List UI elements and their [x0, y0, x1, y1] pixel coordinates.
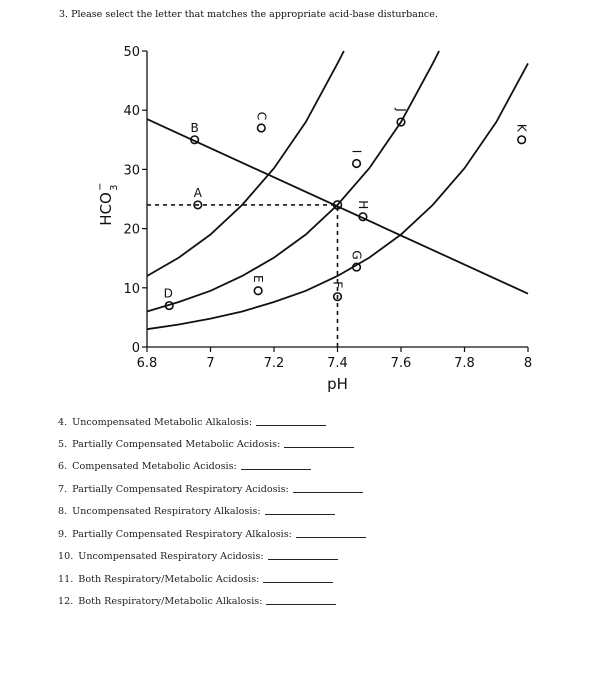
point-label: K: [514, 123, 529, 132]
question-text: Partially Compensated Metabolic Acidosis:: [72, 439, 281, 450]
point-label-group: [254, 112, 268, 120]
y-tick-label: 20: [123, 222, 140, 238]
question-number: 7.: [58, 484, 68, 495]
point-label-group: [394, 107, 408, 112]
question-number: 5.: [58, 439, 68, 450]
point-label-group: [350, 250, 364, 259]
point-label: A: [193, 185, 202, 200]
question-text: Both Respiratory/Metabolic Acidosis:: [78, 574, 260, 585]
data-point-i: [353, 160, 361, 168]
point-label-group: [515, 124, 529, 133]
point-label-group: [331, 281, 345, 288]
data-point-e: [254, 287, 262, 295]
question-item: [58, 529, 366, 540]
point-label: D: [163, 286, 173, 301]
question-item: [58, 596, 336, 607]
answer-blank[interactable]: [296, 536, 366, 538]
question-item: [58, 461, 311, 472]
question-number: 8.: [58, 506, 68, 517]
y-tick-label: 10: [123, 281, 140, 297]
point-label-group: [356, 200, 370, 209]
y-axis-label-superscript: −: [95, 182, 106, 191]
data-point-k: [518, 136, 526, 144]
y-axis-label-text: HCO: [97, 192, 115, 226]
x-tick-label: 7.4: [327, 356, 348, 371]
question-number: 6.: [58, 461, 68, 472]
answer-blank[interactable]: [268, 558, 338, 560]
question-text: Compensated Metabolic Acidosis:: [72, 461, 237, 472]
x-axis-label: pH: [327, 375, 348, 393]
x-tick-label: 7.8: [454, 356, 475, 371]
question-item: [58, 484, 363, 495]
question-text: Both Respiratory/Metabolic Alkalosis:: [78, 596, 263, 607]
answer-blank[interactable]: [256, 424, 326, 426]
point-label: B: [190, 120, 199, 135]
answer-blank[interactable]: [293, 491, 363, 493]
question-title: 3. Please select the letter that matches the appropriate acid-base disturbance.: [59, 9, 438, 20]
question-text: Uncompensated Respiratory Alkalosis:: [72, 506, 261, 517]
point-label-group: [350, 150, 364, 154]
y-tick-label: 0: [131, 341, 140, 356]
x-tick-label: 7: [206, 356, 215, 371]
question-number: 10.: [58, 551, 74, 562]
question-number: 4.: [58, 417, 68, 428]
question-item: [58, 417, 326, 428]
y-axis-label: [95, 183, 120, 226]
curve-line: [147, 51, 439, 312]
question-text: Uncompensated Respiratory Acidosis:: [78, 551, 264, 562]
point-label: C: [254, 111, 269, 121]
point-label: J: [394, 108, 408, 112]
x-tick-label: 8: [523, 356, 533, 371]
answer-blank[interactable]: [241, 468, 311, 470]
question-number: 11.: [58, 574, 74, 585]
question-item: [58, 574, 333, 585]
chart-axes: [95, 45, 532, 393]
x-tick-label: 7.6: [390, 356, 412, 371]
y-tick-label: 50: [123, 45, 140, 60]
data-point-c: [258, 124, 266, 132]
answer-blank[interactable]: [263, 581, 333, 583]
y-tick-label: 40: [123, 104, 140, 120]
question-item: [58, 551, 338, 562]
y-axis-label-subscript: 3: [109, 184, 120, 191]
point-label: E: [251, 274, 266, 283]
question-number: 9.: [58, 529, 68, 540]
question-item: [58, 439, 354, 450]
y-tick-label: 30: [123, 163, 140, 179]
point-label-group: [251, 275, 265, 283]
point-label: I: [349, 149, 364, 154]
point-label: G: [349, 250, 364, 260]
question-item: [58, 506, 335, 517]
point-label: F: [330, 281, 345, 289]
point-label: H: [355, 200, 370, 210]
question-number: 12.: [58, 596, 74, 607]
curve-line: [147, 119, 528, 294]
question-text: Partially Compensated Respiratory Acidosis:: [72, 484, 289, 495]
x-tick-label: 7.2: [263, 356, 285, 371]
answer-blank[interactable]: [265, 513, 335, 515]
answer-blank[interactable]: [284, 446, 354, 448]
question-text: Uncompensated Metabolic Alkalosis:: [72, 417, 253, 428]
question-text: Partially Compensated Respiratory Alkalosis:: [72, 529, 292, 540]
x-tick-label: 6.8: [136, 356, 158, 371]
answer-blank[interactable]: [266, 603, 336, 605]
